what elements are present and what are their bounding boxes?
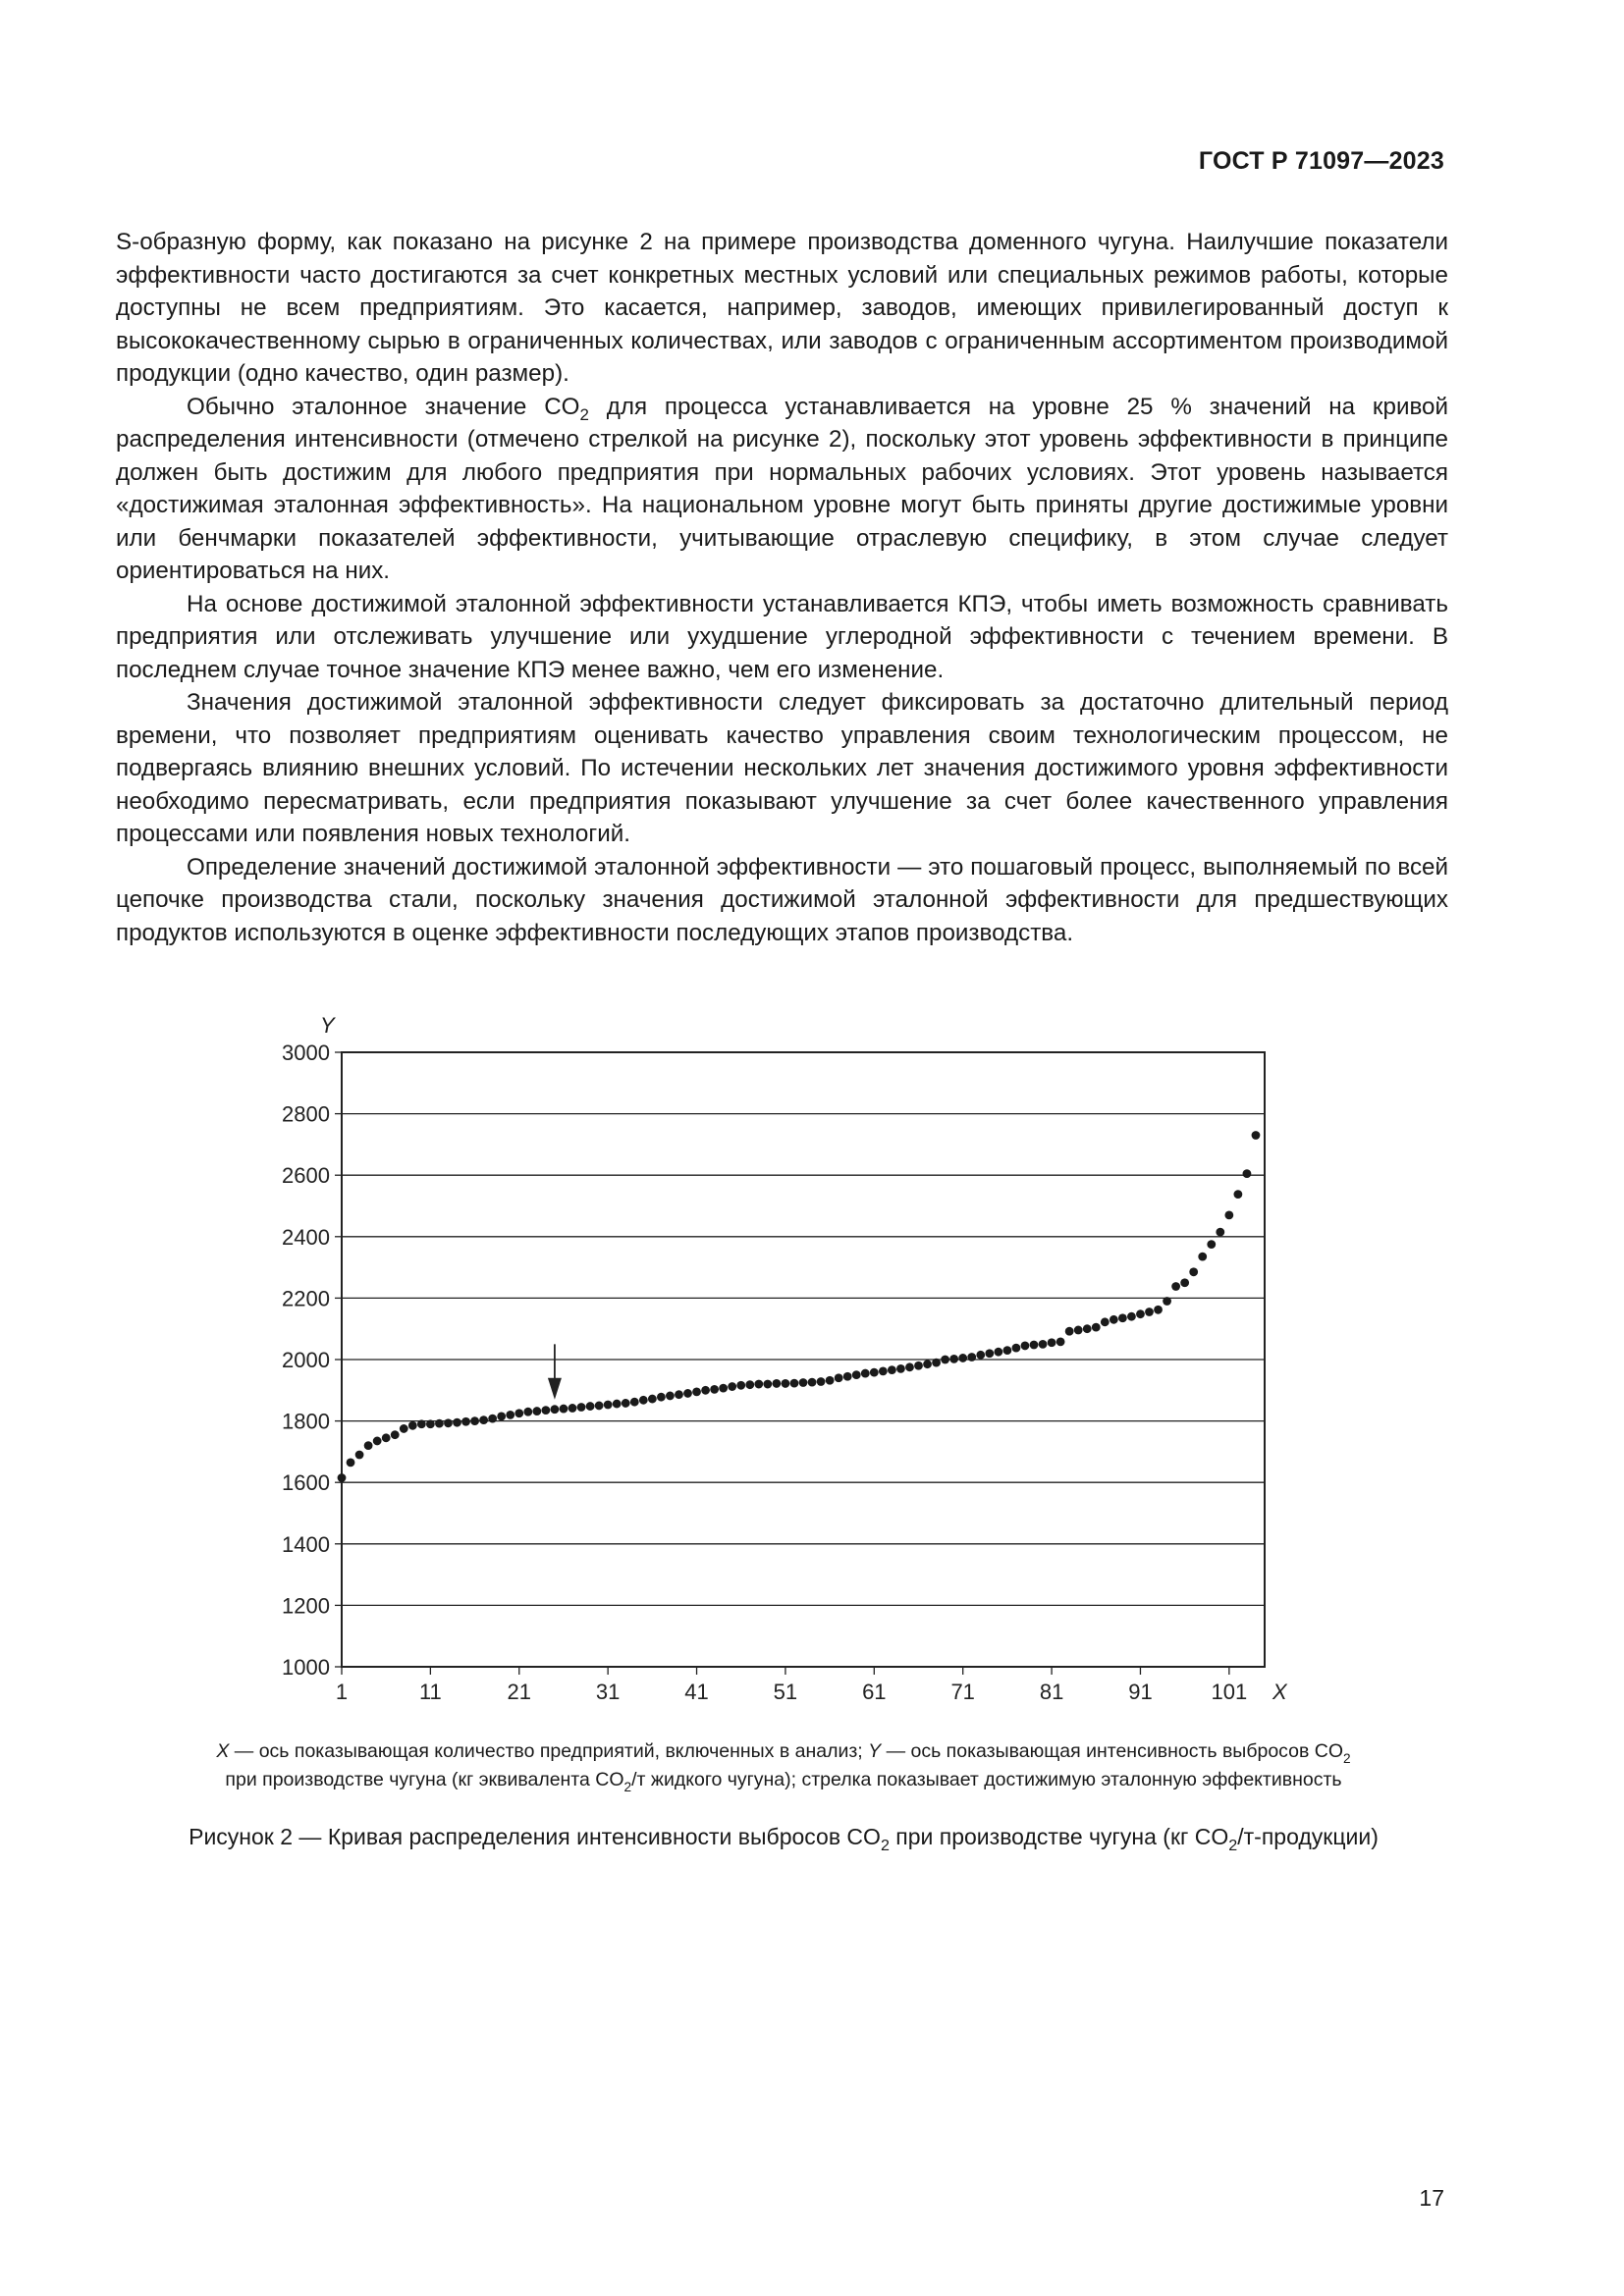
data-point xyxy=(595,1402,604,1411)
data-point xyxy=(355,1451,364,1460)
x-axis-label: X xyxy=(1272,1680,1287,1704)
data-point xyxy=(736,1381,745,1390)
data-point xyxy=(577,1403,586,1412)
data-point xyxy=(408,1421,417,1430)
data-point xyxy=(754,1380,763,1389)
data-point xyxy=(1198,1253,1207,1261)
data-point xyxy=(719,1384,728,1393)
data-point xyxy=(488,1415,497,1423)
data-point xyxy=(932,1359,941,1367)
figure-2 xyxy=(245,1001,1306,1708)
data-point xyxy=(613,1400,622,1409)
data-point xyxy=(568,1404,577,1413)
data-point xyxy=(1171,1282,1180,1291)
data-point xyxy=(976,1351,985,1360)
data-point xyxy=(400,1424,408,1433)
y-axis-label: Y xyxy=(320,1013,335,1038)
data-point xyxy=(772,1379,781,1388)
data-point xyxy=(338,1473,347,1482)
data-point xyxy=(426,1419,435,1428)
data-point xyxy=(417,1419,426,1428)
data-point xyxy=(745,1380,754,1389)
data-point xyxy=(888,1365,896,1374)
data-point xyxy=(835,1373,843,1382)
data-point xyxy=(514,1409,523,1417)
data-point xyxy=(1233,1190,1242,1199)
paragraph-5: Определение значений достижимой эталонной эффективности — это пошаговый процесс, выполняемый по всей цепочке производства стали, поскольку значения достижимой эталонной эффективности для предшествующих продуктов используются в оценке эффективности последующих этапов производства. xyxy=(116,853,1448,946)
data-point xyxy=(1189,1267,1198,1276)
data-point xyxy=(1243,1169,1252,1178)
data-point xyxy=(994,1348,1002,1357)
data-point xyxy=(728,1382,736,1391)
x-tick-label: 71 xyxy=(950,1680,975,1704)
data-point xyxy=(532,1407,541,1415)
data-point xyxy=(470,1416,479,1425)
data-point xyxy=(1252,1131,1261,1140)
data-point xyxy=(586,1402,595,1411)
data-point xyxy=(1048,1338,1056,1347)
body-text xyxy=(116,226,1448,949)
data-point xyxy=(1163,1297,1171,1306)
data-point xyxy=(506,1411,514,1419)
data-point xyxy=(808,1378,817,1387)
x-tick-label: 101 xyxy=(1211,1680,1248,1704)
data-point xyxy=(1180,1278,1189,1287)
y-tick-label: 1400 xyxy=(282,1531,330,1557)
data-point xyxy=(1154,1306,1163,1314)
data-point xyxy=(958,1354,967,1362)
x-tick-label: 21 xyxy=(507,1680,532,1704)
data-point xyxy=(675,1390,683,1399)
data-point xyxy=(852,1370,861,1379)
data-point xyxy=(1056,1337,1065,1346)
data-point xyxy=(497,1413,506,1421)
data-point xyxy=(843,1372,852,1381)
data-point xyxy=(391,1430,400,1439)
data-point xyxy=(799,1378,808,1387)
y-tick-label: 3000 xyxy=(282,1041,330,1065)
x-tick-label: 31 xyxy=(595,1680,621,1704)
y-tick-label: 2000 xyxy=(282,1348,330,1372)
figure-caption: Рисунок 2 — Кривая распределения интенсивности выбросов $CO_2$ при производстве чугуна (кг $CO_2/т-продукции$) xyxy=(189,1824,1379,1854)
y-tick-label: 1000 xyxy=(282,1655,330,1680)
x-tick-label: 91 xyxy=(1128,1680,1153,1704)
x-tick-label: 51 xyxy=(773,1680,798,1704)
data-point xyxy=(1216,1228,1224,1237)
data-point xyxy=(1118,1313,1127,1322)
data-point xyxy=(817,1377,826,1386)
y-tick-label: 1200 xyxy=(282,1593,330,1619)
data-point xyxy=(1012,1344,1021,1353)
data-point xyxy=(1127,1312,1136,1321)
data-point xyxy=(1065,1327,1074,1336)
data-point xyxy=(364,1441,373,1450)
y-tick-label: 2200 xyxy=(282,1286,330,1311)
data-point xyxy=(701,1386,710,1395)
co2-distribution-chart xyxy=(245,1001,1306,1708)
y-tick-label: 2600 xyxy=(282,1163,330,1189)
data-point xyxy=(985,1349,994,1358)
data-point xyxy=(1002,1346,1011,1355)
document-header: ГОСТ Р 71097—2023 xyxy=(1198,147,1444,175)
paragraph-2: Обычно эталонное значение $CO_2$ для процесса устанавливается на уровне 25 % значений на кривой распределения интенсивности (отмечено стрелкой на рисунке 2), поскольку этот уровень эффективности в принципе должен быть достижим для любого предприятия при нормальных рабочих условиях. Этот уровень называется «достижимая эталонная эффективность». На национальном уровне могут быть приняты другие достижимые уровни или бенчмарки показателей эффективности, учитывающие отраслевую специфику, в этом случае следует ориентироваться на них. xyxy=(116,393,1449,584)
data-point xyxy=(826,1376,835,1385)
benchmark-arrow-head xyxy=(548,1378,562,1400)
x-tick-label: 61 xyxy=(862,1680,887,1704)
data-point xyxy=(551,1405,560,1414)
data-point xyxy=(1136,1309,1145,1318)
data-point xyxy=(648,1395,657,1404)
data-point xyxy=(630,1398,639,1407)
data-point xyxy=(683,1389,692,1398)
data-point xyxy=(1224,1210,1233,1219)
data-point xyxy=(1110,1315,1118,1324)
data-point xyxy=(782,1379,790,1388)
paragraph-1: S-образную форму, как показано на рисунке 2 на примере производства доменного чугуна. Наилучшие показатели эффективности часто достигаются за счет конкретных местных условий или специальных режимов работы, которые доступны не всем предприятиям. Это касается, например, заводов, имеющих привилегированный доступ к высококачественному сырью в ограниченных количествах, или заводов с ограниченным ассортиментом производимой продукции (одно качество, один размер). xyxy=(116,229,1448,387)
y-tick-label: 2800 xyxy=(282,1101,330,1127)
data-point xyxy=(479,1415,488,1424)
data-point xyxy=(861,1369,870,1378)
data-point xyxy=(373,1437,382,1446)
data-point xyxy=(967,1353,976,1362)
data-point xyxy=(941,1356,949,1364)
data-point xyxy=(1083,1324,1092,1333)
data-point xyxy=(1021,1342,1030,1351)
data-point xyxy=(896,1364,905,1373)
data-point xyxy=(923,1360,932,1368)
y-tick-label: 1600 xyxy=(282,1470,330,1496)
data-point xyxy=(710,1385,719,1394)
y-tick-label: 2400 xyxy=(282,1224,330,1250)
data-point xyxy=(657,1393,666,1402)
x-tick-label: 1 xyxy=(335,1680,349,1704)
page-number: 17 xyxy=(1419,2185,1444,2211)
data-point xyxy=(870,1368,879,1377)
data-point xyxy=(914,1362,923,1370)
data-point xyxy=(692,1387,701,1396)
data-point xyxy=(1101,1317,1110,1326)
x-tick-label: 81 xyxy=(1039,1680,1064,1704)
data-point xyxy=(879,1366,888,1375)
data-point xyxy=(1030,1341,1039,1350)
data-point xyxy=(1074,1326,1083,1335)
data-point xyxy=(444,1418,453,1427)
data-point xyxy=(560,1405,568,1414)
x-tick-label: 11 xyxy=(418,1680,442,1704)
data-point xyxy=(1092,1323,1101,1332)
data-point xyxy=(622,1399,630,1408)
data-point xyxy=(382,1433,391,1442)
data-point xyxy=(639,1396,648,1405)
data-point xyxy=(790,1379,799,1388)
paragraph-3: На основе достижимой эталонной эффективности устанавливается КПЭ, чтобы иметь возможность сравнивать предприятия или отслеживать улучшение или ухудшение углеродной эффективности с течением времени. В последнем случае точное значение КПЭ менее важно, чем его изменение. xyxy=(116,590,1448,683)
data-point xyxy=(541,1406,550,1415)
data-point xyxy=(1207,1240,1216,1249)
data-point xyxy=(763,1380,772,1389)
y-tick-label: 1800 xyxy=(282,1409,330,1434)
legend-note-line-2: при производстве чугуна (кг эквивалента $CO_2/т$ жидкого чугуна); стрелка показывает достижимую эталонную эффективность xyxy=(225,1769,1342,1794)
data-point xyxy=(347,1458,355,1467)
data-point xyxy=(949,1355,958,1363)
data-point xyxy=(1145,1308,1154,1316)
data-point xyxy=(666,1392,675,1401)
data-point xyxy=(1039,1340,1048,1349)
data-point xyxy=(905,1362,914,1371)
x-tick-label: 41 xyxy=(684,1680,709,1704)
data-point xyxy=(604,1401,613,1410)
data-point xyxy=(453,1418,461,1427)
data-point xyxy=(461,1417,470,1426)
data-point xyxy=(435,1419,444,1428)
legend-note-line-1: X — ось показывающая количество предприятий, включенных в анализ; Y — ось показывающая интенсивность выбросов $CO_2$ xyxy=(216,1740,1351,1766)
figure-legend-note xyxy=(116,1737,1451,1794)
data-point xyxy=(523,1408,532,1416)
paragraph-4: Значения достижимой эталонной эффективности следует фиксировать за достаточно длительный период времени, что позволяет предприятиям оценивать качество управления своим технологическим процессом, не подвергаясь влиянию внешних условий. По истечении нескольких лет значения достижимого уровня эффективности необходимо пересматривать, если предприятия показывают улучшение за счет более качественного управления процессами или появления новых технологий. xyxy=(116,689,1448,847)
